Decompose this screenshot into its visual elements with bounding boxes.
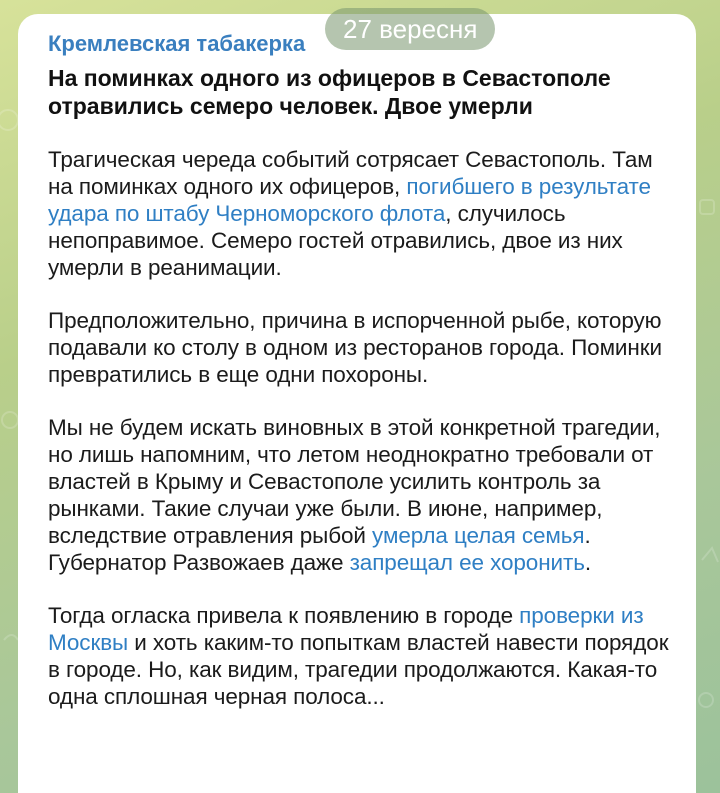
link-family-died[interactable]: умерла целая семья	[372, 523, 585, 548]
link-hq-strike[interactable]: погибшего в результате удара по штабу Черноморского флота	[48, 174, 651, 226]
paragraph-4-text-a: Тогда огласка привела к появлению в городе	[48, 603, 520, 628]
paragraph-3	[48, 414, 672, 576]
paragraph-4-text-b: и хоть каким-то попыткам властей навести порядок в городе. Но, как видим, трагедии продолжаются. Какая-то одна сплошная черная полоса...	[48, 630, 669, 709]
paragraph-3-text-a: Мы не будем искать виновных в этой конкретной трагедии, но лишь напомним, что летом неоднократно требовали от властей в Крыму и Севастополе усилить контроль за рынками. Такие случаи уже были. В июне, например, вследствие отравления рыбой	[48, 415, 661, 548]
paragraph-4	[48, 602, 672, 710]
paragraph-1	[48, 146, 672, 281]
link-moscow-inspection[interactable]: проверки из Москвы	[48, 603, 644, 655]
date-badge: 27 вересня	[325, 8, 495, 50]
message-bubble	[18, 14, 696, 793]
post-headline: На поминках одного из офицеров в Севастополе отравились семеро человек. Двое умерли	[48, 65, 611, 119]
link-burial-ban[interactable]: запрещал ее хоронить	[349, 550, 585, 575]
paragraph-3-text-b: . Губернатор Развожаев даже	[48, 523, 591, 575]
paragraph-2: Предположительно, причина в испорченной рыбе, которую подавали ко столу в одном из ресторанов города. Поминки превратились в еще одни похороны.	[48, 308, 662, 387]
paragraph-3-text-c: .	[584, 550, 592, 575]
paragraph-1-text-b: , случилось непоправимое. Семеро гостей отравились, двое из них умерли в реанимации.	[48, 201, 623, 280]
channel-name-link[interactable]: Кремлевская табакерка	[48, 31, 306, 56]
paragraph-1-text-a: Трагическая череда событий сотрясает Севастополь. Там на поминках одного их офицеров,	[48, 147, 653, 199]
